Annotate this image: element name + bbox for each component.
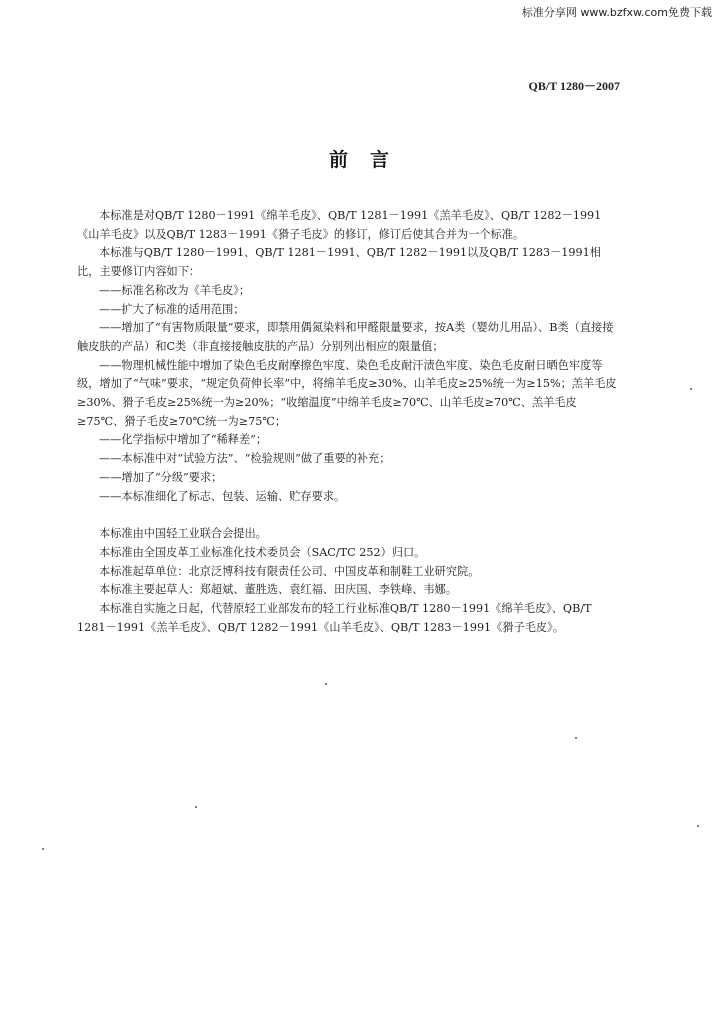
change-item-hazardous: ——增加了“有害物质限量”要求，即禁用偶氮染料和甲醛限量要求，按A类（婴幼儿用品）、B类（直接接触皮肤的产品）和C类（非直接接触皮肤的产品）分别列出相应的限量值； bbox=[77, 321, 614, 353]
paragraph-drafting-units: 本标准起草单位：北京泛博科技有限责任公司、中国皮革和制鞋工业研究院。 bbox=[99, 564, 480, 578]
scan-speck bbox=[575, 737, 577, 739]
scan-speck bbox=[42, 848, 44, 850]
paragraph-changes-intro: 本标准与QB/T 1280－1991、QB/T 1281－1991、QB/T 1282－1991以及QB/T 1283－1991相比，主要修订内容如下： bbox=[77, 246, 601, 279]
paragraph-proposer: 本标准由中国轻工业联合会提出。 bbox=[99, 527, 267, 541]
scan-speck bbox=[697, 825, 699, 827]
change-item-grading: ——增加了“分级”要求； bbox=[99, 470, 223, 484]
scan-speck bbox=[195, 806, 197, 808]
site-watermark: 标准分享网 www.bzfxw.com免费下载 bbox=[521, 6, 712, 19]
change-item-marking: ——本标准细化了标志、包装、运输、贮存要求。 bbox=[99, 489, 346, 503]
change-item-name: ——标准名称改为《羊毛皮》； bbox=[99, 283, 251, 297]
paragraph-revision-scope: 本标准是对QB/T 1280－1991《绵羊毛皮》、QB/T 1281－1991《羔羊毛皮》、QB/T 1282－1991《山羊毛皮》以及QB/T 1283－1991《猾子毛皮》的修订，修订后使其合并为一个标准。 bbox=[77, 209, 602, 241]
paragraph-drafters: 本标准主要起草人：郑超斌、董胜选、袁红福、田庆国、李铁峰、韦娜。 bbox=[99, 583, 458, 597]
standard-code: QB/T 1280－2007 bbox=[528, 79, 620, 93]
paragraph-replaces: 本标准自实施之日起，代替原轻工业部发布的轻工行业标准QB/T 1280－1991《绵羊毛皮》、QB/T 1281－1991《羔羊毛皮》、QB/T 1282－1991《山羊毛皮》、QB/T 1283－1991《猾子毛皮》。 bbox=[77, 602, 592, 634]
change-item-chemical: ——化学指标中增加了“稀释差”； bbox=[99, 433, 268, 447]
document-body bbox=[77, 207, 622, 637]
scan-speck bbox=[690, 388, 692, 390]
change-item-physical: ——物理机械性能中增加了染色毛皮耐摩擦色牢度、染色毛皮耐汗渍色牢度、染色毛皮耐日晒色牢度等级，增加了“气味”要求，“规定负荷伸长率”中，将绵羊毛皮≥30%、山羊毛皮≥25%统一为≥15%；羔羊毛皮≥30%、猾子毛皮≥25%统一为≥20%；“收缩温度”中绵羊毛皮≥70℃、山羊毛皮≥70℃、羔羊毛皮≥75℃、猾子毛皮≥70℃统一为≥75℃； bbox=[77, 358, 617, 428]
change-item-methods: ——本标准中对“试验方法”、“检验规则”做了重要的补充； bbox=[99, 452, 391, 466]
paragraph-committee: 本标准由全国皮革工业标准化技术委员会（SAC/TC 252）归口。 bbox=[99, 545, 426, 559]
change-item-scope: ——扩大了标准的适用范围； bbox=[99, 302, 245, 316]
scan-speck bbox=[325, 683, 327, 685]
page-title: 前言 bbox=[328, 149, 411, 171]
